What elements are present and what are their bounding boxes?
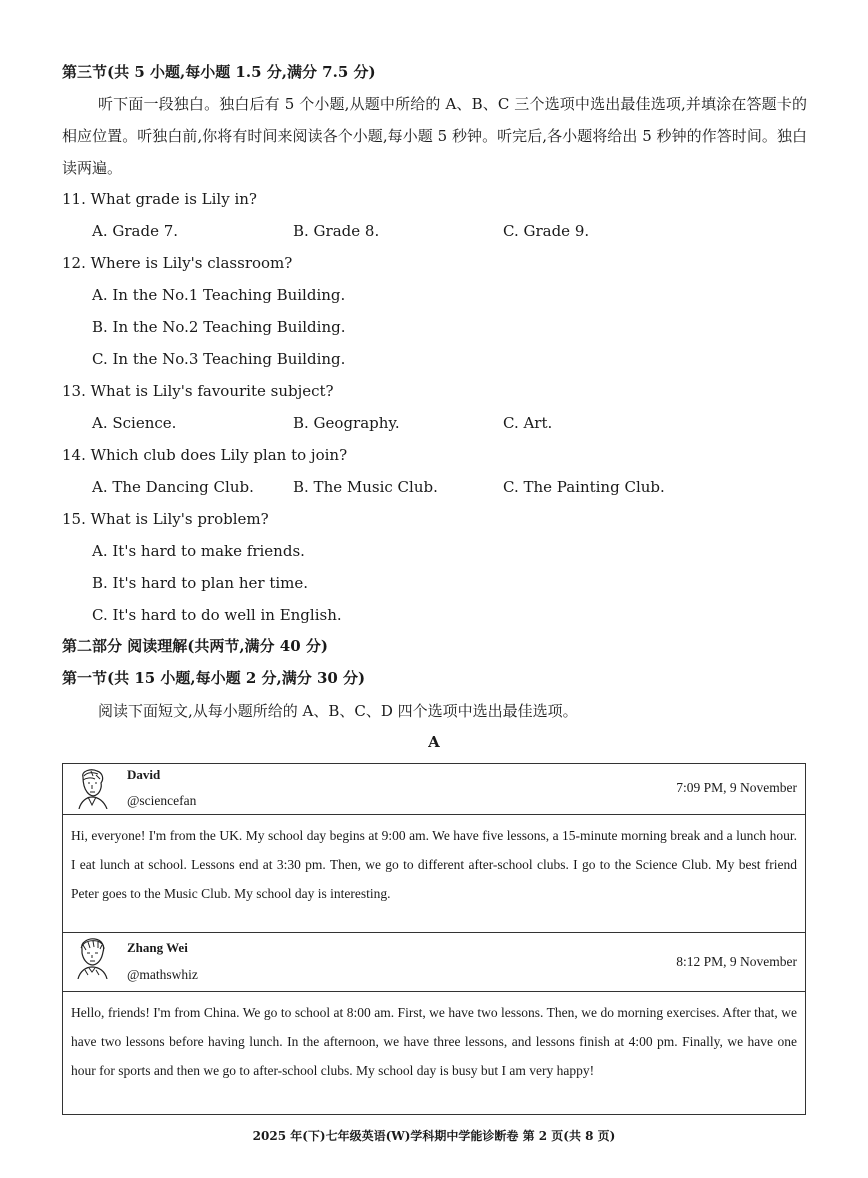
option-b: B. Grade 8. <box>293 222 380 240</box>
section3-heading: 第三节(共 5 小题,每小题 1.5 分,满分 7.5 分) <box>62 63 376 81</box>
question-stem: 13. What is Lily's favourite subject? <box>62 382 334 400</box>
page-footer: 2025 年(下)七年级英语(W)学科期中学能诊断卷 第 2 页(共 8 页) <box>252 1129 616 1143</box>
option-c: C. In the No.3 Teaching Building. <box>92 350 346 368</box>
question-stem: 15. What is Lily's problem? <box>62 510 269 528</box>
question-stem: 12. Where is Lily's classroom? <box>62 254 293 272</box>
post-timestamp: 8:12 PM, 9 November <box>676 954 797 969</box>
option-a: A. Grade 7. <box>92 222 179 240</box>
section3-instructions: 听下面一段独白。独白后有 5 个小题,从题中所给的 A、B、C 三个选项中选出最佳选项,并填涂在答题卡的相应位置。听独白前,你将有时间来阅读各个小题,每小题 5 秒钟。听完后,各小题将给出 5 秒钟的作答时间。独白读两遍。 <box>62 95 807 177</box>
post-handle: @sciencefan <box>127 793 197 808</box>
posts-box <box>62 763 806 1115</box>
option-a: A. It's hard to make friends. <box>92 542 305 560</box>
option-a: A. In the No.1 Teaching Building. <box>92 286 346 304</box>
option-b: B. Geography. <box>293 414 400 432</box>
option-c: C. It's hard to do well in English. <box>92 606 342 624</box>
post-header <box>63 933 805 983</box>
avatar-sketch-icon <box>71 767 113 809</box>
option-c: C. Art. <box>503 414 553 432</box>
post-username: David <box>127 767 161 782</box>
option-b: B. In the No.2 Teaching Building. <box>92 318 346 336</box>
option-b: B. The Music Club. <box>293 478 438 496</box>
question-stem: 14. Which club does Lily plan to join? <box>62 446 348 464</box>
post-body: Hi, everyone! I'm from the UK. My school day begins at 9:00 am. We have five lessons, a 15-minute morning break and a lunch hour. I eat lunch at school. Lessons end at 3:30 pm. Then, we go to different after-school clubs. I go to the Science Club. My best friend Peter goes to the Music Club. My school day is interesting. <box>71 828 797 901</box>
part2-instructions: 阅读下面短文,从每小题所给的 A、B、C、D 四个选项中选出最佳选项。 <box>98 702 578 720</box>
part2-heading: 第二部分 阅读理解(共两节,满分 40 分) <box>62 637 328 655</box>
post-username: Zhang Wei <box>127 940 188 955</box>
option-b: B. It's hard to plan her time. <box>92 574 309 592</box>
avatar-sketch-icon <box>71 937 113 979</box>
post-header <box>63 764 805 814</box>
option-a: A. Science. <box>92 414 177 432</box>
option-a: A. The Dancing Club. <box>92 478 254 496</box>
part2-section1-heading: 第一节(共 15 小题,每小题 2 分,满分 30 分) <box>62 669 366 687</box>
question-stem: 11. What grade is Lily in? <box>62 190 257 208</box>
post-body: Hello, friends! I'm from China. We go to school at 8:00 am. First, we have two lessons. Then, we do morning exercises. After that, we have two lessons before having lunch. In the afternoon, we have three lessons, and lessons finish at 4:00 pm. Finally, we have one hour for sports and then we go to after-school clubs. My school day is busy but I am very happy! <box>71 1005 797 1078</box>
passage-label: A <box>428 733 440 751</box>
post-timestamp: 7:09 PM, 9 November <box>676 780 797 795</box>
option-c: C. The Painting Club. <box>503 478 665 496</box>
option-c: C. Grade 9. <box>503 222 590 240</box>
post-handle: @mathswhiz <box>127 967 198 982</box>
